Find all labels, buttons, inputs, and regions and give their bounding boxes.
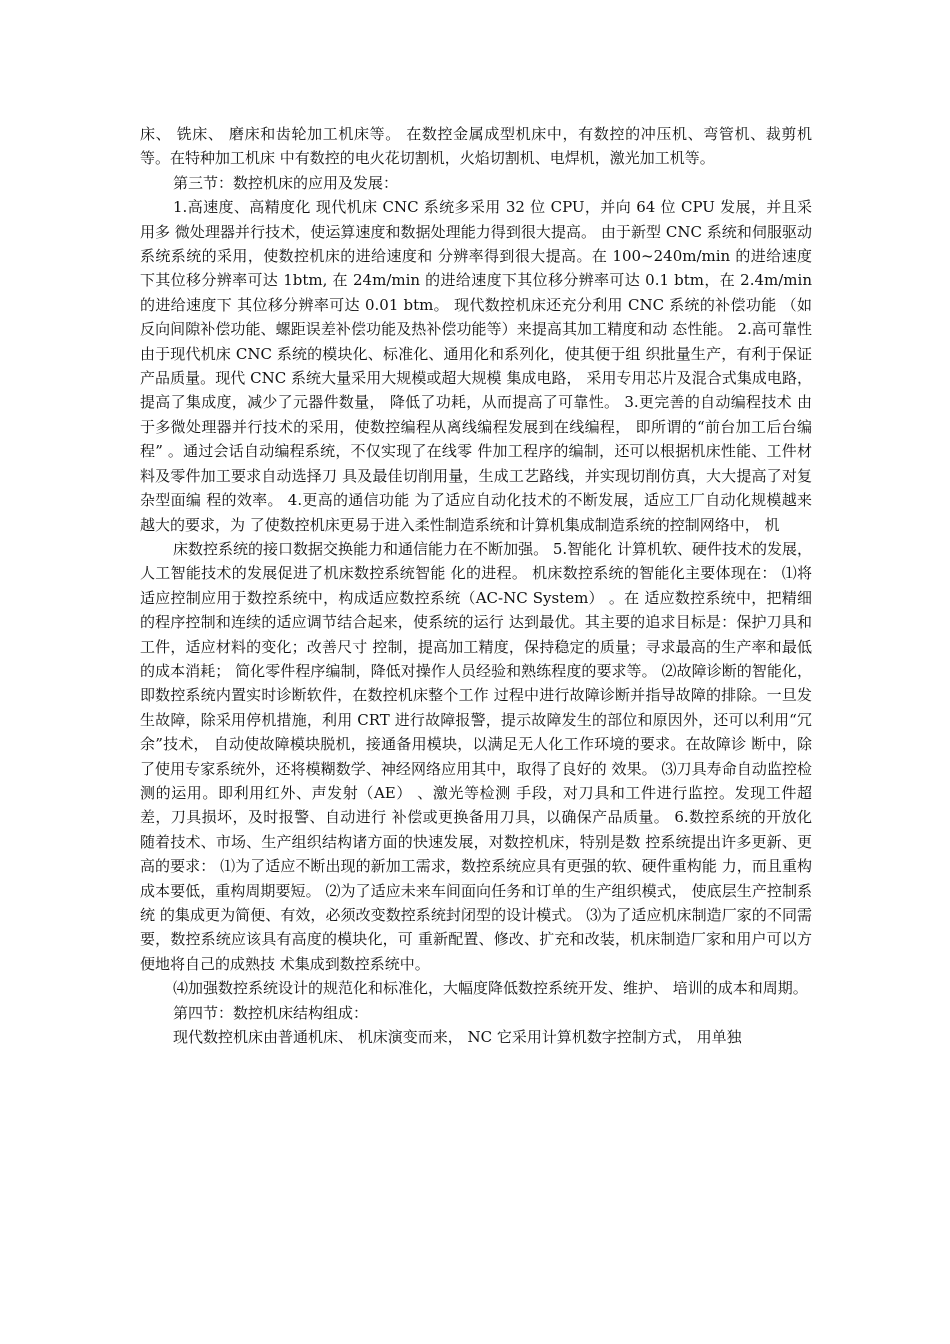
section-3-paragraph-1: 1.高速度、高精度化 现代机床 CNC 系统多采用 32 位 CPU，并向 64 位 CPU 发展，并且采用多 微处理器并行技术，使运算速度和数据处理能力得到很大提高。 由于新型 CNC 系统和伺服驱动系统系统的采用，使数控机床的进给速度和 分辨率得到很大提高。在 100~240m/min 的进给速度下其位移分辨率可达 1btm, 在 24m/min 的进给速度下其位移分辨率可达 0.1 btm，在 2.4m/min 的进给速度下 其位移分辨率可达 0.01 btm。 现代数控机床还充分利用 CNC 系统的补偿功能 （如 反向间隙补偿功能、螺距误差补偿功能及热补偿功能等）来提高其加工精度和动 态性能。 2.高可靠性 由于现代机床 CNC 系统的模块化、标准化、通用化和系列化，使其便于组 织批量生产，有利于保证产品质量。现代 CNC 系统大量采用大规模或超大规模 集成电路， 采用专用芯片及混合式集成电路， 提高了集成度，减少了元器件数量， 降低了功耗，从而提高了可靠性。 3.更完善的自动编程技术 由于多微处理器并行技术的采用，使数控编程从离线编程发展到在线编程， 即所谓的“前台加工后台编程” 。通过会话自动编程系统，不仅实现了在线零 件加工程序的编制，还可以根据机床性能、工件材料及零件加工要求自动选择刀 具及最佳切削用量，生成工艺路线，并实现切削仿真，大大提高了对复杂型面编 程的效率。 4.更高的通信功能 为了适应自动化技术的不断发展，适应工厂自动化规模越来越大的要求，为 了使数控机床更易于进入柔性制造系统和计算机集成制造系统的控制网络中， 机 [140,198,812,534]
section-3-heading: 第三节：数控机床的应用及发展： [173,173,399,192]
section-4-heading: 第四节：数控机床结构组成： [173,1003,369,1022]
section-3-paragraph-3: ⑷加强数控系统设计的规范化和标准化，大幅度降低数控系统开发、维护、 培训的成本和周期。 [173,979,808,998]
document-page [140,122,812,1049]
paragraph-intro-continuation: 床、 铣床、 磨床和齿轮加工机床等。 在数控金属成型机床中，有数控的冲压机、弯管机、裁剪机等。在特种加工机床 中有数控的电火花切割机，火焰切割机、电焊机，激光加工机等。 [140,125,812,168]
section-4-paragraph-1: 现代数控机床由普通机床、 机床演变而来， NC 它采用计算机数字控制方式， 用单独 [173,1028,742,1047]
section-3-paragraph-2: 床数控系统的接口数据交换能力和通信能力在不断加强。 5.智能化 计算机软、硬件技术的发展，人工智能技术的发展促进了机床数控系统智能 化的进程。 机床数控系统的智能化主要体现在： ⑴将适应控制应用于数控系统中，构成适应数控系统（AC-NC System） 。在 适应数控系统中，把精细的程序控制和连续的适应调节结合起来，使系统的运行 达到最优。其主要的追求目标是：保护刀具和工件，适应材料的变化；改善尺寸 控制，提高加工精度，保持稳定的质量；寻求最高的生产率和最低的成本消耗； 简化零件程序编制，降低对操作人员经验和熟练程度的要求等。 ⑵故障诊断的智能化，即数控系统内置实时诊断软件，在数控机床整个工作 过程中进行故障诊断并指导故障的排除。一旦发生故障，除采用停机措施，利用 CRT 进行故障报警，提示故障发生的部位和原因外，还可以利用“冗余”技术， 自动使故障模块脱机，接通备用模块，以满足无人化工作环境的要求。在故障诊 断中，除了使用专家系统外，还将模糊数学、神经网络应用其中，取得了良好的 效果。 ⑶刀具寿命自动监控检测的运用。即利用红外、声发射（AE） 、激光等检测 手段，对刀具和工件进行监控。发现工件超差，刀具损坏，及时报警、自动进行 补偿或更换备用刀具，以确保产品质量。 6.数控系统的开放化 随着技术、市场、生产组织结构诸方面的快速发展，对数控机床，特别是数 控系统提出许多更新、更高的要求： ⑴为了适应不断出现的新加工需求，数控系统应具有更强的软、硬件重构能 力，而且重构成本要低，重构周期要短。 ⑵为了适应未来车间面向任务和订单的生产组织模式， 使底层生产控制系统 的集成更为简便、有效，必须改变数控系统封闭型的设计模式。 ⑶为了适应机床制造厂家的不同需要，数控系统应该具有高度的模块化，可 重新配置、修改、扩充和改装，机床制造厂家和用户可以方便地将自己的成熟技 术集成到数控系统中。 [140,539,812,973]
